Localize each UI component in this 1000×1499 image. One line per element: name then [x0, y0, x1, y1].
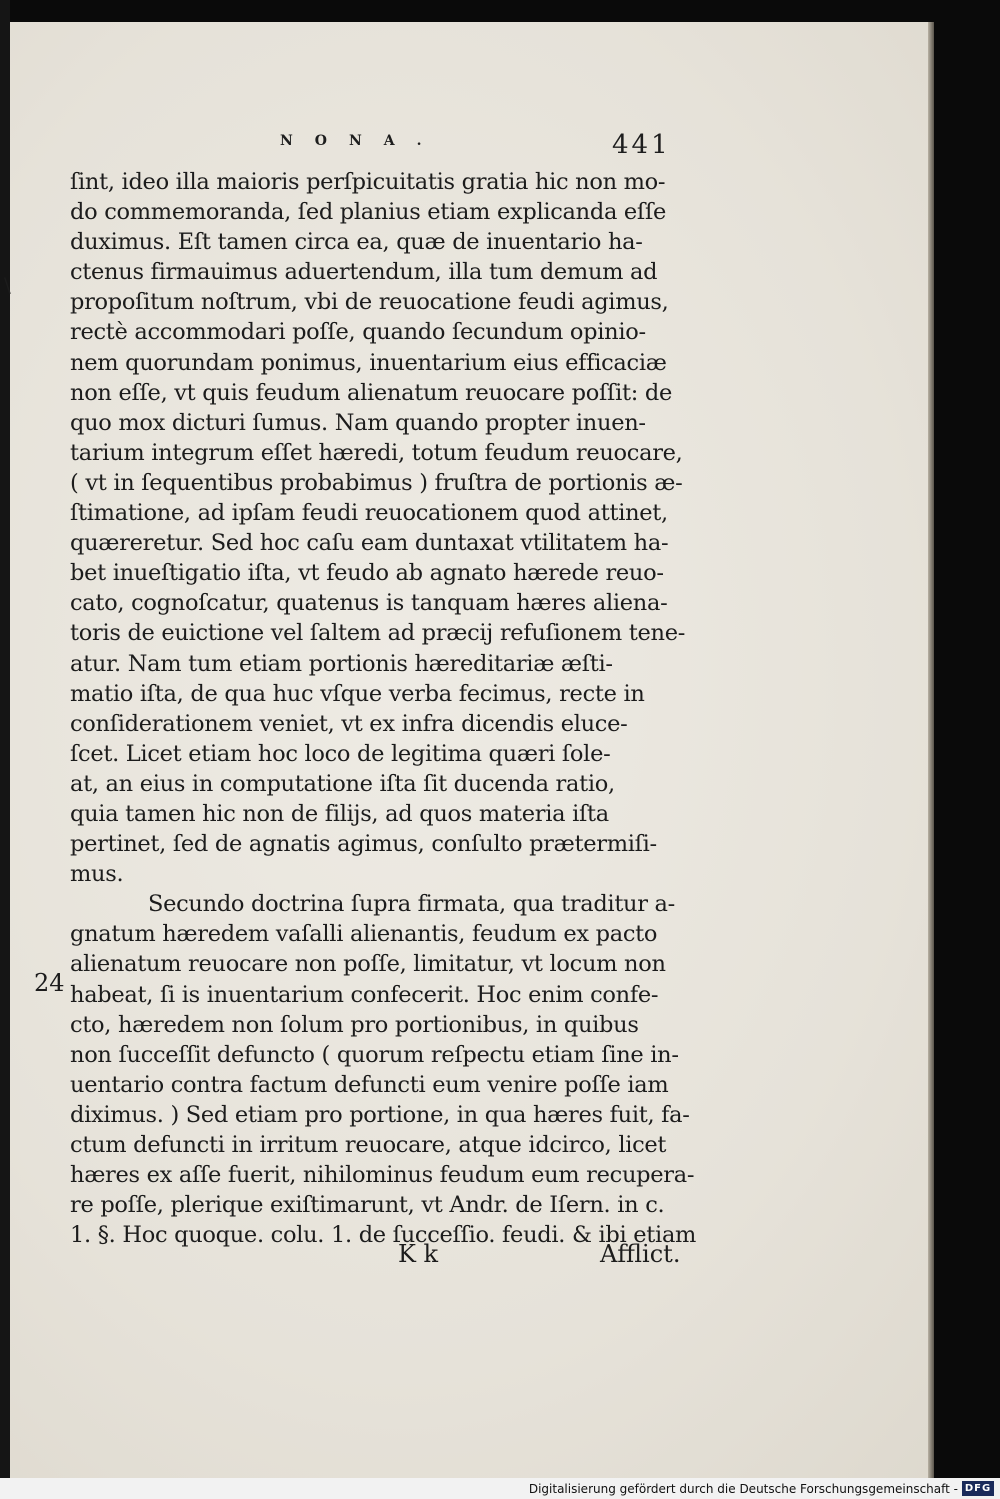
text-line: propoſitum noſtrum, vbi de reuocatione feudi agimus,: [70, 289, 669, 316]
text-line: toris de euictione vel ſaltem ad præcij refuſionem tene-: [70, 620, 686, 647]
dfg-logo: DFG: [962, 1481, 994, 1496]
text-line: cato, cognoſcatur, quatenus is tanquam hæres aliena-: [70, 590, 668, 617]
text-line: do commemoranda, ſed planius etiam explicanda eſſe: [70, 199, 667, 226]
text-line: quæreretur. Sed hoc caſu eam duntaxat vtilitatem ha-: [70, 530, 669, 557]
text-line: cto, hæredem non ſolum pro portionibus, in quibus: [70, 1011, 639, 1038]
digitization-credit: Digitalisierung gefördert durch die Deutsche Forschungsgemeinschaft -: [528, 1482, 958, 1496]
text-line: conſiderationem veniet, vt ex infra dicendis eluce-: [70, 710, 628, 737]
text-line: ſcet. Licet etiam hoc loco de legitima quæri ſole-: [70, 740, 611, 767]
text-line: ſtimatione, ad ipſam feudi reuocationem quod attinet,: [70, 500, 668, 527]
text-line: tarium integrum eſſet hæredi, totum feudum reuocare,: [70, 439, 683, 466]
text-line: 1. §. Hoc quoque. colu. 1. de ſucceſſio. feudi. & ibi etiam: [70, 1222, 697, 1249]
text-line: habeat, ſi is inuentarium confecerit. Hoc enim confe-: [70, 981, 659, 1008]
body-text: [70, 167, 697, 1250]
text-line: bet inueſtigatio iſta, vt feudo ab agnato hærede reuo-: [70, 560, 664, 587]
text-line: ſint, ideo illa maioris perſpicuitatis gratia hic non mo-: [70, 169, 666, 195]
text-line: mus.: [70, 861, 124, 888]
text-line: non eſſe, vt quis feudum alienatum reuocare poſſit: de: [70, 379, 672, 406]
text-line: nem quorundam ponimus, inuentarium eius efficaciæ: [70, 349, 667, 376]
text-line: hæres ex aſſe fuerit, nihilominus feudum eum recupera-: [70, 1162, 695, 1189]
edge-mark: \: [4, 273, 11, 297]
text-line: atur. Nam tum etiam portionis hæreditariæ æſti-: [70, 650, 613, 677]
text-line: re poſſe, plerique exiſtimarunt, vt Andr. de Iſern. in c.: [70, 1192, 665, 1219]
text-line: gnatum hæredem vaſalli alienantis, feudum ex pacto: [70, 921, 658, 948]
text-line: alienatum reuocare non poſſe, limitatur, vt locum non: [70, 951, 666, 978]
text-line: pertinet, ſed de agnatis agimus, conſulto prætermiſi-: [70, 831, 657, 858]
text-line: duximus. Eſt tamen circa ea, quæ de inuentario ha-: [70, 229, 643, 256]
text-line: Secundo doctrina ſupra firmata, qua traditur a-: [148, 891, 675, 918]
text-line: quo mox dicturi ſumus. Nam quando propter inuen-: [70, 409, 646, 436]
text-line: diximus. ) Sed etiam pro portione, in qua hæres fuit, fa-: [70, 1101, 690, 1128]
text-line: rectè accommodari poſſe, quando ſecundum opinio-: [70, 319, 646, 346]
scan-border-top: [0, 0, 1000, 22]
text-line: at, an eius in computatione iſta ſit ducenda ratio,: [70, 770, 615, 797]
text-line: non ſucceſſit defuncto ( quorum reſpectu etiam ſine in-: [70, 1041, 679, 1068]
text-line: ( vt in ſequentibus probabimus ) fruſtra de portionis æ-: [70, 469, 683, 496]
margin-number: 24: [34, 969, 65, 997]
text-line: ctenus firmauimus aduertendum, illa tum demum ad: [70, 259, 658, 286]
text-line: uentario contra factum defuncti eum venire poſſe iam: [70, 1071, 669, 1098]
scan-border-left: [0, 0, 10, 1480]
signature-mark: K k: [398, 1240, 439, 1268]
text-line: quia tamen hic non de filijs, ad quos materia iſta: [70, 800, 609, 827]
text-line: ctum defuncti in irritum reuocare, atque idcirco, licet: [70, 1132, 667, 1158]
page-number: 441: [612, 130, 671, 160]
scan-border-right: [934, 0, 1000, 1499]
catchword: Afflict.: [600, 1240, 681, 1268]
running-head: NONA.: [280, 133, 444, 149]
text-line: matio iſta, de qua huc vſque verba fecimus, recte in: [70, 680, 645, 707]
